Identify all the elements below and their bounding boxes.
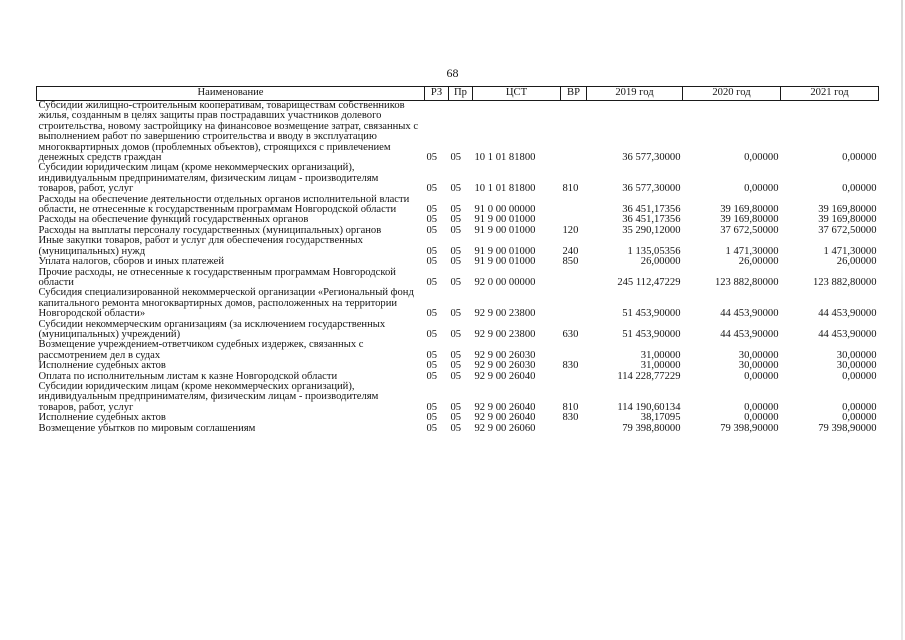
row-amount-2019: 31,00000 — [640, 360, 681, 372]
row-vr — [561, 268, 587, 289]
row-rz: 05 — [426, 412, 438, 424]
table-row — [37, 340, 879, 361]
row-vr: 810 — [562, 401, 579, 413]
row-amount-2020: 44 453,90000 — [720, 328, 779, 340]
row-pr: 05 — [450, 214, 462, 226]
row-name: Субсидии жилищно-строительным кооперативам, товариществам собственников жилья, созданным в целях защиты прав пострадавших участников долевого строительства, новому застройщику на финансовое возмещение затрат, связанных с выполнением работ по завершению строительства и вводу в эксплуатацию многоквартирных домов (проблемных объектов), строящихся с привлечением денежных средств граждан — [38, 100, 419, 164]
row-pr: 05 — [450, 349, 462, 361]
table-row — [37, 382, 879, 413]
row-cst: 92 9 00 26030 — [474, 349, 536, 361]
row-amount-2021: 30,00000 — [836, 349, 877, 361]
row-amount-2020: 39 169,80000 — [720, 204, 779, 216]
row-pr: 05 — [450, 370, 462, 382]
row-rz: 05 — [426, 245, 438, 257]
row-cst: 91 9 00 01000 — [474, 224, 536, 236]
row-amount-2021: 26,00000 — [836, 256, 877, 268]
row-amount-2019: 114 228,77229 — [617, 370, 681, 382]
table-row — [37, 101, 879, 164]
row-vr — [561, 101, 587, 164]
row-amount-2020: 30,00000 — [738, 349, 779, 361]
row-cst: 91 0 00 00000 — [474, 204, 536, 216]
row-amount-2021: 0,00000 — [842, 370, 877, 382]
row-pr: 05 — [450, 183, 462, 195]
row-cst: 91 9 00 01000 — [474, 214, 536, 226]
row-name: Иные закупки товаров, работ и услуг для обеспечения государственных (муниципальных) нужд — [38, 235, 363, 257]
row-rz: 05 — [426, 256, 438, 268]
scan-edge — [901, 0, 903, 640]
row-amount-2020: 39 169,80000 — [720, 214, 779, 226]
row-name: Расходы на обеспечение деятельности отдельных органов исполнительной власти области, не отнесенные к государственным программам Новгородской области — [38, 193, 410, 216]
row-rz: 05 — [426, 370, 438, 382]
row-cst: 92 9 00 23800 — [474, 328, 536, 340]
row-vr: 240 — [562, 245, 579, 257]
row-amount-2020: 0,00000 — [744, 412, 779, 424]
header-vr: ВР — [561, 87, 587, 101]
row-pr: 05 — [450, 401, 462, 413]
row-name: Исполнение судебных актов — [38, 412, 166, 424]
row-vr: 630 — [562, 328, 579, 340]
row-rz: 05 — [426, 328, 438, 340]
row-pr: 05 — [450, 245, 462, 257]
row-pr: 05 — [450, 204, 462, 216]
row-amount-2021: 39 169,80000 — [818, 214, 877, 226]
row-amount-2020: 30,00000 — [738, 360, 779, 372]
row-rz: 05 — [426, 204, 438, 216]
row-name: Расходы на выплаты персоналу государственных (муниципальных) органов — [38, 224, 382, 236]
row-rz: 05 — [426, 401, 438, 413]
table-header-row — [37, 87, 879, 101]
row-amount-2021: 39 169,80000 — [818, 204, 877, 216]
row-name: Возмещение учреждением-ответчиком судебных издержек, связанных с рассмотрением дел в судах — [38, 339, 364, 361]
table-row — [37, 268, 879, 289]
row-pr: 05 — [450, 224, 462, 236]
row-amount-2021: 79 398,90000 — [818, 422, 877, 434]
row-rz: 05 — [426, 183, 438, 195]
table-row — [37, 236, 879, 257]
table-body — [37, 101, 879, 435]
row-cst: 10 1 01 81800 — [474, 183, 536, 195]
row-amount-2021: 30,00000 — [836, 360, 877, 372]
row-rz: 05 — [426, 308, 438, 320]
row-amount-2019: 245 112,47229 — [617, 276, 681, 288]
row-pr: 05 — [450, 308, 462, 320]
row-amount-2020: 1 471,30000 — [725, 245, 779, 257]
row-vr — [561, 424, 587, 434]
row-rz: 05 — [426, 152, 438, 164]
row-vr — [561, 288, 587, 319]
row-pr: 05 — [450, 360, 462, 372]
row-amount-2021: 0,00000 — [842, 183, 877, 195]
row-amount-2019: 36 451,17356 — [622, 204, 681, 216]
header-rz: РЗ — [425, 87, 449, 101]
row-rz: 05 — [426, 422, 438, 434]
row-vr — [561, 372, 587, 382]
row-rz: 05 — [426, 349, 438, 361]
row-name: Субсидии юридическим лицам (кроме некоммерческих организаций), индивидуальным предпринимателям, физическим лицам - производителям товаров, работ, услуг — [38, 162, 379, 195]
row-cst: 91 9 00 01000 — [474, 245, 536, 257]
row-rz: 05 — [426, 360, 438, 372]
row-vr — [561, 340, 587, 361]
row-vr — [561, 195, 587, 216]
row-name: Субсидия специализированной некоммерческой организации «Региональный фонд капитального ремонта многоквартирных домов, расположенных на территории Новгородской области» — [38, 287, 414, 320]
row-amount-2019: 51 453,90000 — [622, 328, 681, 340]
row-cst: 92 9 00 26040 — [474, 370, 536, 382]
row-amount-2019: 35 290,12000 — [622, 224, 681, 236]
row-amount-2021: 37 672,50000 — [818, 224, 877, 236]
row-amount-2021: 44 453,90000 — [818, 328, 877, 340]
row-amount-2019: 51 453,90000 — [622, 308, 681, 320]
row-pr: 05 — [450, 328, 462, 340]
header-2019: 2019 год — [587, 87, 683, 101]
row-amount-2020: 26,00000 — [738, 256, 779, 268]
row-amount-2019: 1 135,05356 — [627, 245, 681, 257]
row-amount-2020: 0,00000 — [744, 183, 779, 195]
header-2021: 2021 год — [781, 87, 879, 101]
row-cst: 10 1 01 81800 — [474, 152, 536, 164]
row-cst: 92 9 00 26060 — [474, 422, 536, 434]
header-2020: 2020 год — [683, 87, 781, 101]
row-amount-2020: 123 882,80000 — [714, 276, 779, 288]
row-name: Расходы на обеспечение функций государственных органов — [38, 214, 309, 226]
row-vr: 120 — [562, 224, 579, 236]
table-row — [37, 320, 879, 341]
header-pr: Пр — [449, 87, 473, 101]
row-rz: 05 — [426, 214, 438, 226]
row-amount-2021: 1 471,30000 — [823, 245, 877, 257]
row-name: Субсидии юридическим лицам (кроме некоммерческих организаций), индивидуальным предпринимателям, физическим лицам - производителям товаров, работ, услуг — [38, 380, 379, 413]
row-amount-2019: 38,17095 — [640, 412, 681, 424]
row-amount-2019: 36 577,30000 — [622, 152, 681, 164]
table-row — [37, 257, 879, 267]
row-pr: 05 — [450, 412, 462, 424]
page-number: 68 — [446, 66, 459, 80]
row-name: Оплата по исполнительным листам к казне Новгородской области — [38, 370, 338, 382]
row-amount-2019: 79 398,80000 — [622, 422, 681, 434]
row-amount-2021: 123 882,80000 — [812, 276, 877, 288]
row-amount-2021: 44 453,90000 — [818, 308, 877, 320]
row-pr: 05 — [450, 422, 462, 434]
row-name: Исполнение судебных актов — [38, 360, 166, 372]
row-rz: 05 — [426, 224, 438, 236]
header-cst: ЦСТ — [473, 87, 561, 101]
row-vr: 830 — [562, 412, 579, 424]
row-cst: 92 0 00 00000 — [474, 276, 536, 288]
row-name: Уплата налогов, сборов и иных платежей — [38, 256, 225, 268]
row-amount-2021: 0,00000 — [842, 152, 877, 164]
row-rz: 05 — [426, 276, 438, 288]
row-amount-2020: 79 398,90000 — [720, 422, 779, 434]
row-name: Прочие расходы, не отнесенные к государственным программам Новгородской области — [38, 266, 396, 288]
row-pr: 05 — [450, 276, 462, 288]
row-vr: 830 — [562, 360, 579, 372]
row-amount-2020: 0,00000 — [744, 152, 779, 164]
row-pr: 05 — [450, 152, 462, 164]
row-amount-2021: 0,00000 — [842, 401, 877, 413]
row-amount-2019: 26,00000 — [640, 256, 681, 268]
row-amount-2019: 36 577,30000 — [622, 183, 681, 195]
table-row — [37, 163, 879, 194]
row-amount-2019: 36 451,17356 — [622, 214, 681, 226]
row-vr: 810 — [562, 183, 579, 195]
row-amount-2020: 37 672,50000 — [720, 224, 779, 236]
row-amount-2019: 114 190,60134 — [617, 401, 681, 413]
table-row — [37, 288, 879, 319]
row-cst: 92 9 00 26040 — [474, 412, 536, 424]
header-name: Наименование — [37, 87, 425, 101]
table-row — [37, 361, 879, 371]
table-row — [37, 195, 879, 216]
row-amount-2019: 31,00000 — [640, 349, 681, 361]
budget-table — [36, 86, 879, 434]
row-vr: 850 — [562, 256, 579, 268]
row-amount-2020: 0,00000 — [744, 370, 779, 382]
row-cst: 91 9 00 01000 — [474, 256, 536, 268]
row-pr: 05 — [450, 256, 462, 268]
row-name: Субсидии некоммерческим организациям (за исключением государственных (муниципальных) учреждений) — [38, 318, 386, 340]
row-cst: 92 9 00 26030 — [474, 360, 536, 372]
row-name: Возмещение убытков по мировым соглашениям — [38, 422, 256, 434]
table-row — [37, 424, 879, 434]
row-amount-2021: 0,00000 — [842, 412, 877, 424]
row-cst: 92 9 00 26040 — [474, 401, 536, 413]
row-amount-2020: 0,00000 — [744, 401, 779, 413]
row-cst: 92 9 00 23800 — [474, 308, 536, 320]
row-amount-2020: 44 453,90000 — [720, 308, 779, 320]
